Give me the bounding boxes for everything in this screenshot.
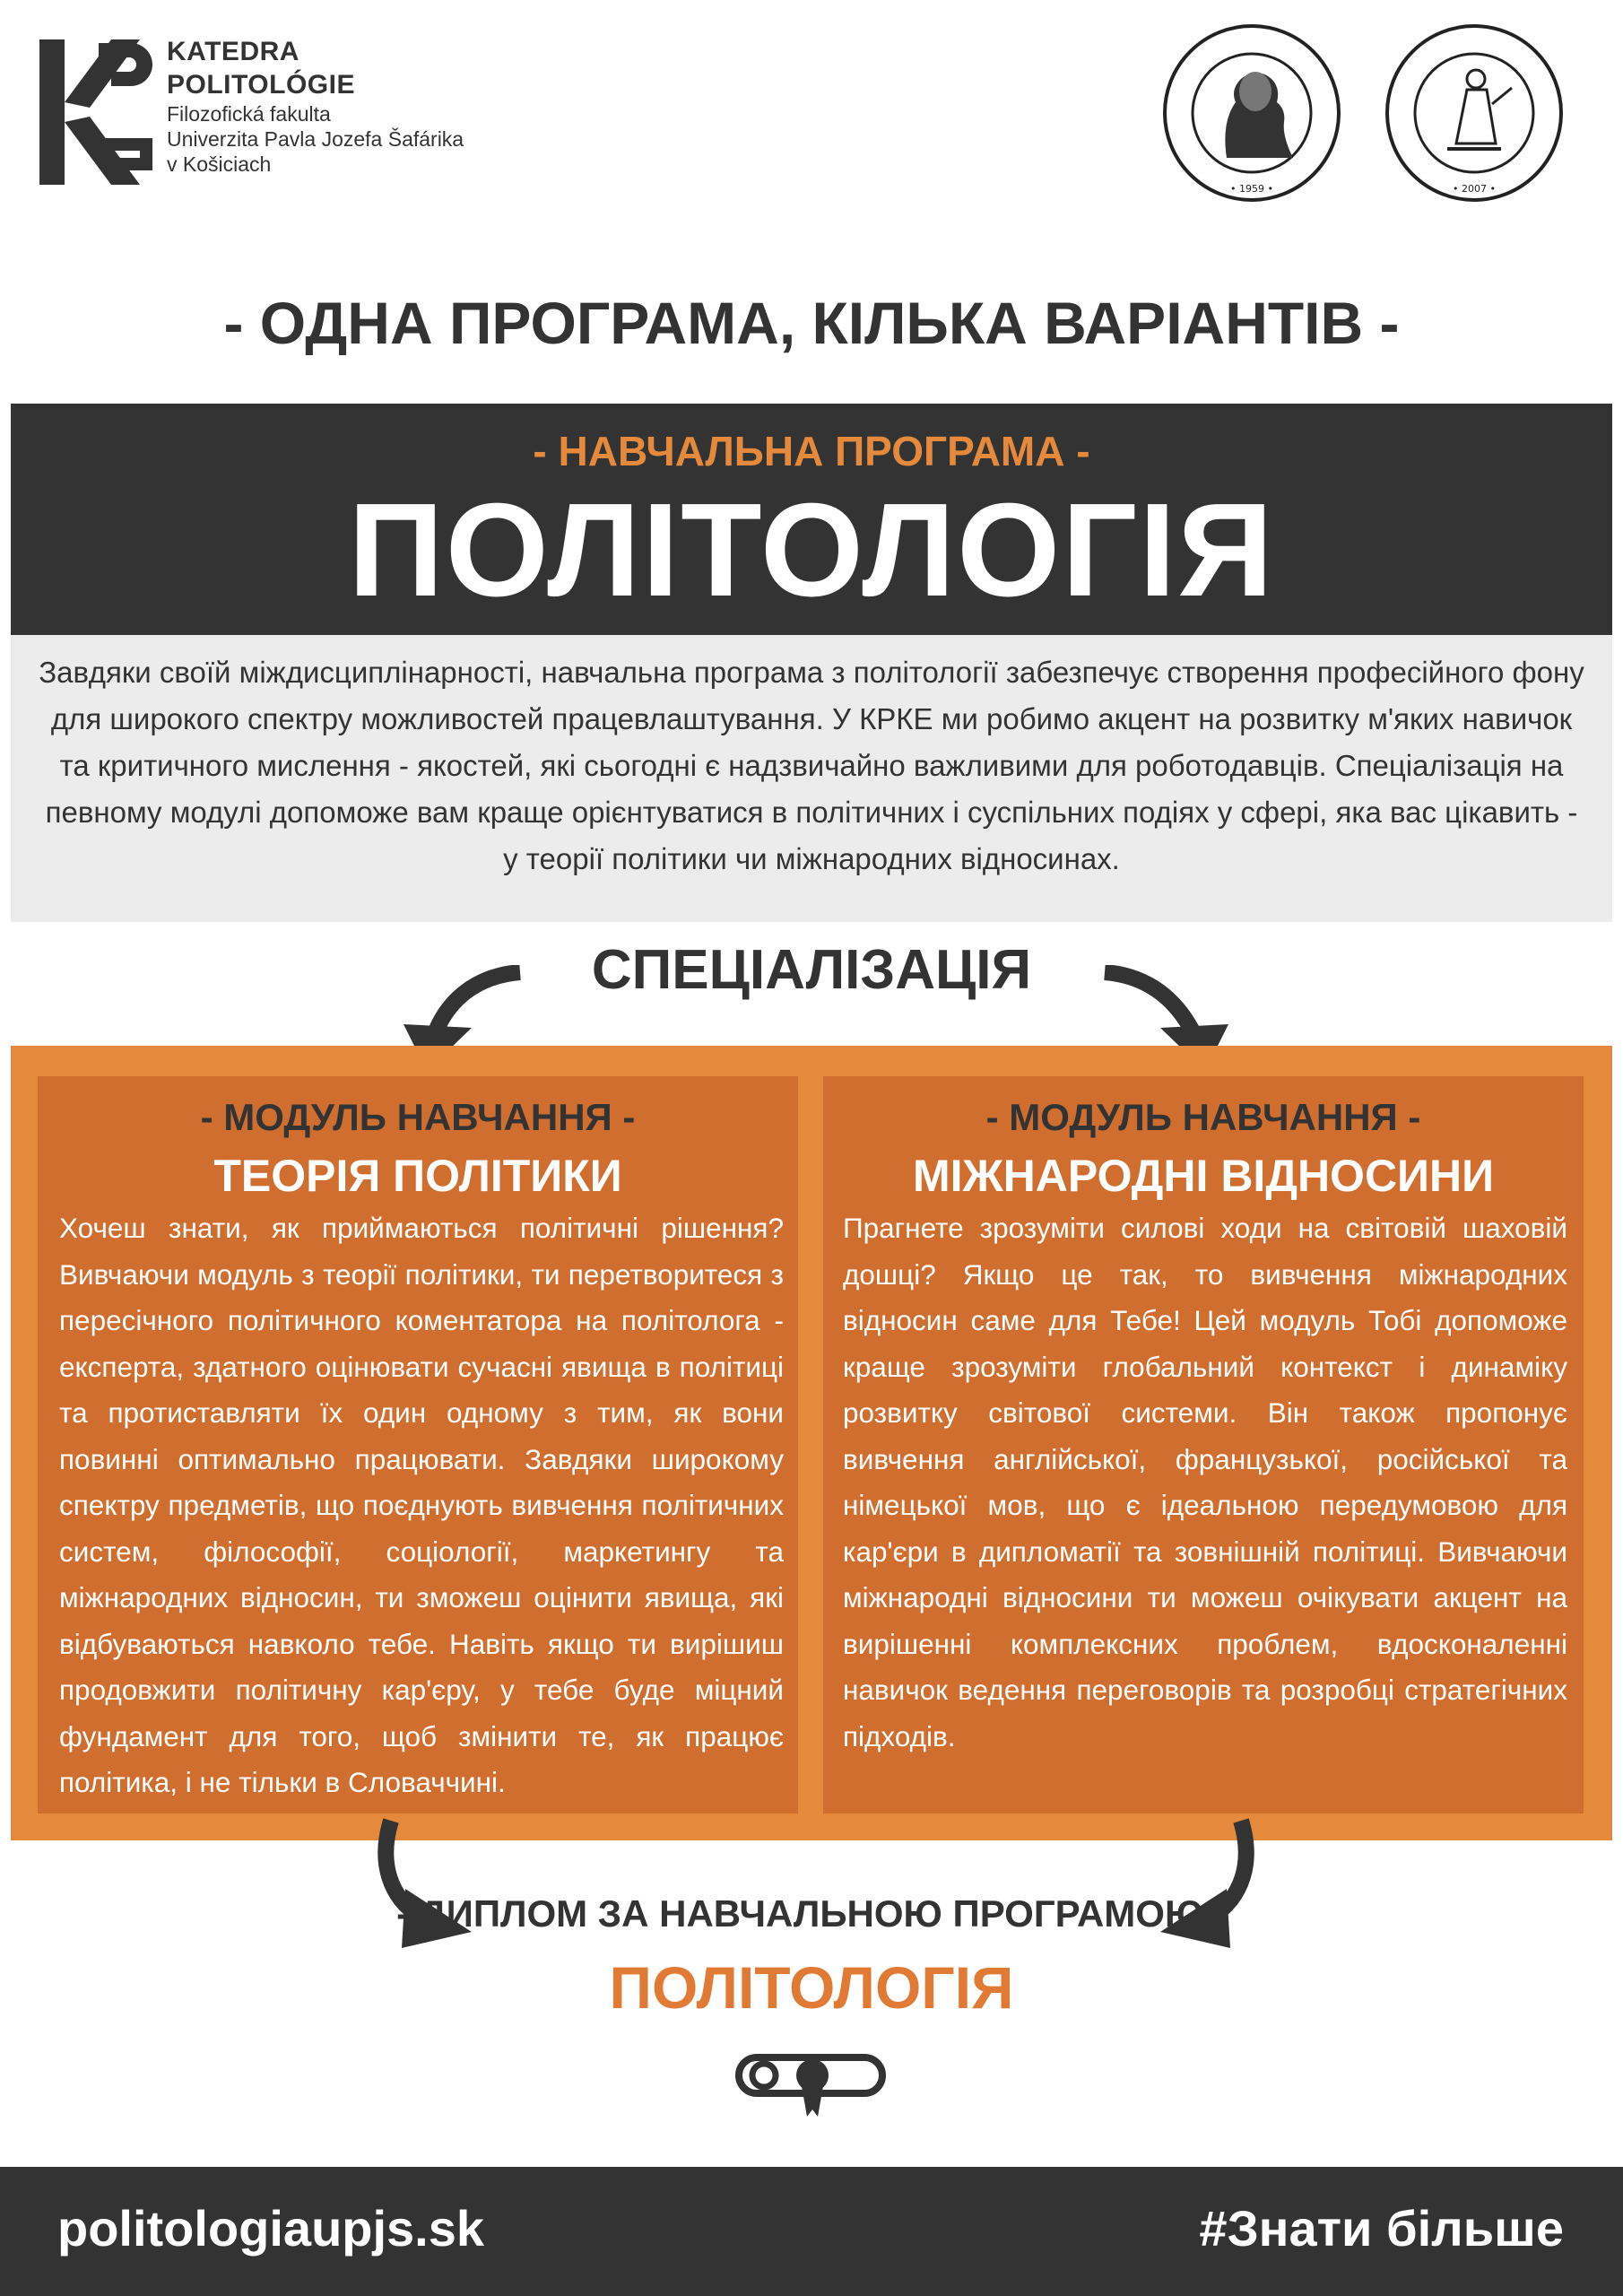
module-international-relations: [823, 1076, 1584, 1813]
module-label: - МОДУЛЬ НАВЧАННЯ -: [985, 1096, 1421, 1138]
module-label: - МОДУЛЬ НАВЧАННЯ -: [200, 1096, 636, 1138]
banner-title: ПОЛІТОЛОГІЯ: [348, 476, 1275, 624]
website-link[interactable]: politologiaupjs.sk: [57, 2200, 485, 2257]
module-title: ТЕОРІЯ ПОЛІТИКИ: [213, 1151, 622, 1201]
svg-text:• 2007 •: • 2007 •: [1453, 183, 1496, 195]
city-name: v Košiciach: [167, 152, 272, 177]
banner-subtitle: - НАВЧАЛЬНА ПРОГРАМА -: [533, 428, 1090, 474]
diploma-scroll-icon: [733, 2050, 890, 2122]
module-political-theory: [38, 1076, 798, 1813]
faculty-name: Filozofická fakulta: [167, 102, 331, 126]
module-title: МІЖНАРОДНІ ВІДНОСИНИ: [912, 1151, 1495, 1201]
diploma-title: ПОЛІТОЛОГІЯ: [609, 1954, 1014, 2021]
dept-name-line1: KATEDRA: [167, 37, 299, 66]
dept-name-line2: POLITOLÓGIE: [167, 69, 355, 100]
hashtag: #Знати більше: [1199, 2200, 1564, 2257]
module-text: Хочеш знати, як приймаються політичні рішення? Вивчаючи модуль з теорії політики, ти перетворитеся з пересічного політичного коментатора на політолога - експерта, здатного оцінювати сучасні явища в політиці та протиставляти їх один одному з тим, як вони повинні оптимально працювати. Завдяки широкому спектру предметів, що поєднують вивчення політичних систем, філософії, соціології, маркетингу та міжнародних відносин, ти зможеш оцінити явища, які відбуваються навколо тебе. Навіть якщо ти вирішиш продовжити політичну кар'єру, у тебе буде міцний фундамент для того, щоб змінити те, як працює політика, і не тільки в Словаччині.: [59, 1212, 784, 1798]
university-seal: [1162, 23, 1341, 203]
specialization-heading: СПЕЦІАЛІЗАЦІЯ: [591, 939, 1032, 1001]
faculty-seal: [1384, 23, 1564, 203]
svg-text:• 1959 •: • 1959 •: [1230, 183, 1273, 195]
department-info: [167, 36, 464, 177]
intro-text: Завдяки своїй міждисциплінарності, навчальна програма з політології забезпечує створення професійного фону для широкого спектру можливостей працевлаштування. У КРКЕ ми робимо акцент на розвитку м'яких навичок та критичного мислення - якостей, які сьогодні є надзвичайно важливими для роботодавців. Спеціалізація на певному модулі допоможе вам краще орієнтуватися в політичних і суспільних подіях у сфері, яка вас цікавить - у теорії політики чи міжнародних відносинах.: [39, 656, 1584, 875]
main-title: - ОДНА ПРОГРАМА, КІЛЬКА ВАРІАНТІВ -: [223, 290, 1400, 356]
university-name: Univerzita Pavla Jozefa Šafárika: [167, 127, 464, 152]
module-text: Прагнете зрозуміти силові ходи на світовій шаховій дошці? Якщо це так, то вивчення міжнародних відносин саме для Тебе! Цей модуль Тобі допоможе краще зрозуміти глобальний контекст і динаміку розвитку світової системи. Він також пропонує вивчення англійської, французької, російської та німецької мов, що є ідеальною передумовою для кар'єри в дипломатії та зовнішній політиці. Вивчаючи міжнародні відносини ти можеш очікувати акцент на вирішенні комплексних проблем, вдосконаленні навичок ведення переговорів та розробці стратегічних підходів.: [843, 1212, 1567, 1752]
diploma-subtitle: - ДИПЛОМ ЗА НАВЧАЛЬНОЮ ПРОГРАМОЮ -: [396, 1892, 1227, 1935]
department-logo: [39, 39, 152, 185]
